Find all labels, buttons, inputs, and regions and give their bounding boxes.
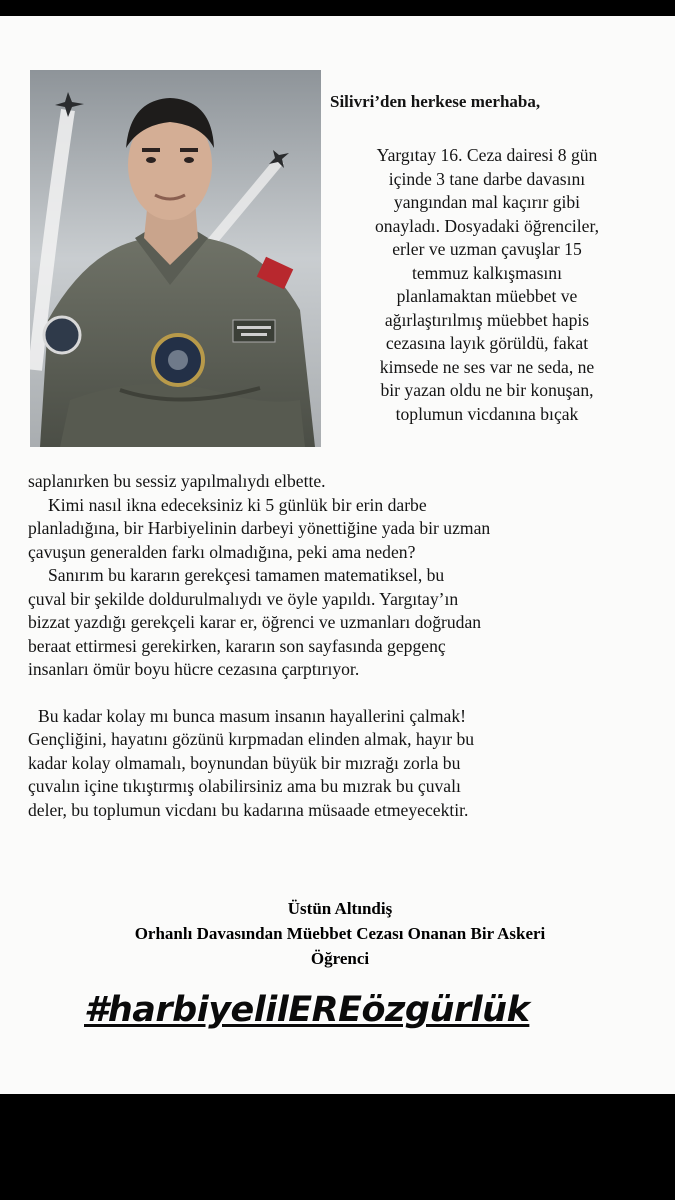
bottom-frame-bar [0,1094,675,1200]
letter-greeting: Silivri’den herkese merhaba, [330,92,541,111]
top-frame-bar [0,0,675,16]
letter-body [28,470,646,822]
cadet-portrait-photo [30,70,321,447]
letter-paragraph-3: Sanırım bu kararın gerekçesi tamamen matematiksel, bu çuval bir şekilde doldurulmalıydı ve öyle yapıldı. Yargıtay’ın bizzat yazdığı gerekçeli karar er, öğrenci ve uzmanları doğrudan beraat ettirmesi gerekirken, kararın son sayfasında gepgenç insanları ömür boyu hücre cezasına çarptırıyor. [28,565,482,679]
letter-paragraph-4: Bu kadar kolay mı bunca masum insanın hayallerini çalmak! Gençliğini, hayatını gözünü kırpmadan elinden almak, hayır bu kadar kolay olmamalı, boynundan büyük bir mızrağı zorla bu çuvalın içine tıkıştırmış olabilirsiniz ama bu mızrak bu çuvalı deler, bu toplumun vicdanı bu kadarına müsaade etmeyecektir. [28,705,475,820]
letter-paragraph-2: Kimi nasıl ikna edeceksiniz ki 5 günlük bir erin darbe planladığına, bir Harbiyelinin darbeyi yönettiğine yada bir uzman çavuşun generalden farkı olmadığına, peki ama neden? [28,494,491,562]
letter-signature [40,896,640,971]
letter-paragraph-1-end: saplanırken bu sessiz yapılmalıydı elbette. [28,471,326,491]
hashtag-caption: #harbiyelilEREözgürlük [84,990,530,1030]
letter-paragraph-1: Yargıtay 16. Ceza dairesi 8 gün içinde 3 tane darbe davasını yangından mal kaçırır gibi onayladı. Dosyadaki öğrenciler, erler ve uzman çavuşlar 15 temmuz kalkışmasını planlamaktan müebbet ve ağırlaştırılmış müebbet hapis cezasına layık görüldü, fakat kimsede ne ses var ne seda, ne bir yazan oldu ne bir konuşan, toplumun vicdanına bıçak [374,145,600,424]
letter-page [0,16,675,1094]
signature-title: Orhanlı Davasından Müebbet Cezası Onanan Bir Askeri Öğrenci [134,924,546,968]
signature-name: Üstün Altındiş [287,899,393,918]
